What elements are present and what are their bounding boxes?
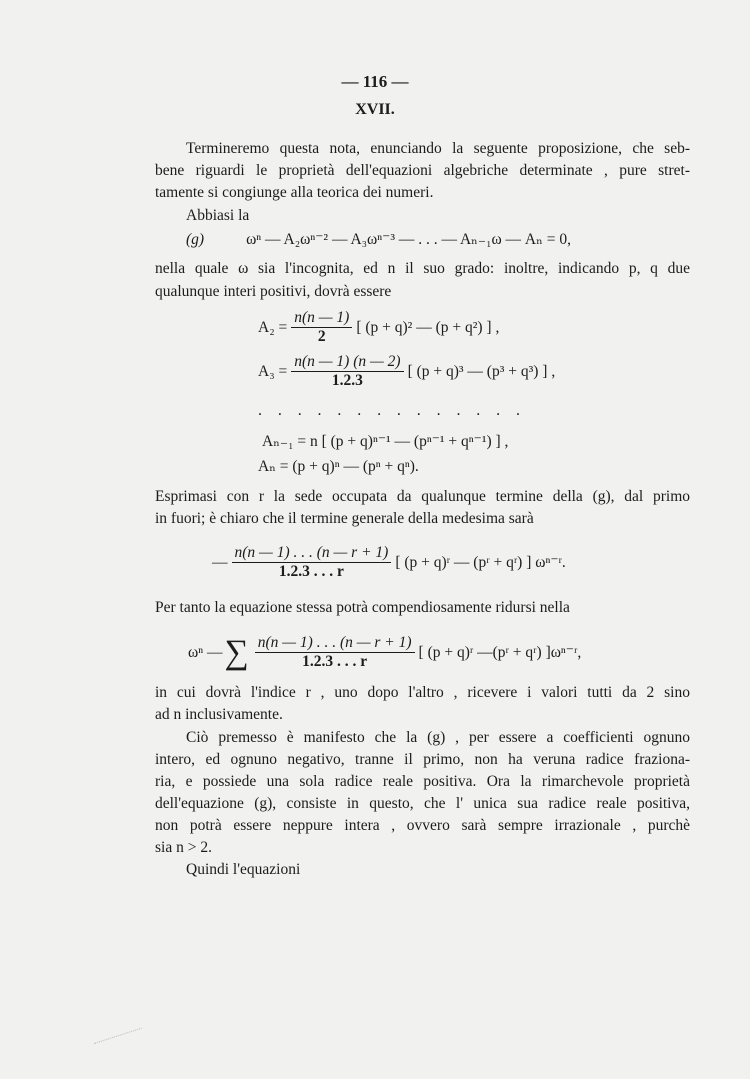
equation-a2 bbox=[258, 309, 499, 346]
equation-lhs: A₃ = bbox=[258, 362, 288, 380]
equation-an: Aₙ = (p + q)ⁿ — (pⁿ + qⁿ). bbox=[258, 458, 419, 475]
paragraph-line: in cui dovrà l'indice r , uno dopo l'altro , ricevere i valori tutti da 2 sino bbox=[155, 684, 690, 701]
paragraph-line: qualunque interi positivi, dovrà essere bbox=[155, 283, 392, 300]
dot: . bbox=[496, 402, 501, 419]
equation-rhs: [ (p + q)ʳ — (pʳ + qʳ) ] ωⁿ⁻ʳ. bbox=[395, 554, 566, 571]
dot: . bbox=[456, 402, 461, 419]
paragraph-line: intero, ed ognuno negativo, tranne il primo, non ha veruna radice fraziona- bbox=[155, 751, 690, 768]
paragraph-line: Abbiasi la bbox=[186, 207, 250, 224]
equation-g bbox=[186, 230, 571, 249]
sigma-symbol: ∑ bbox=[224, 633, 249, 671]
equation-an-1: Aₙ₋₁ = n [ (p + q)ⁿ⁻¹ — (pⁿ⁻¹ + qⁿ⁻¹) ] , bbox=[262, 433, 509, 450]
dot: . bbox=[317, 402, 322, 419]
paragraph-line: Ciò premesso è manifesto che la (g) , per essere a coefficienti ognuno bbox=[186, 729, 690, 746]
paragraph-line: dell'equazione (g), consiste in questo, che l' unica sua radice reale positiva, bbox=[155, 795, 690, 812]
paragraph-line: tamente si congiunge alla teorica dei numeri. bbox=[155, 184, 434, 201]
dot: . bbox=[377, 402, 382, 419]
equation-rhs: [ (p + q)ʳ —(pʳ + qʳ) ]ωⁿ⁻ʳ, bbox=[418, 644, 582, 661]
denominator: 2 bbox=[317, 328, 326, 345]
numerator: n(n — 1) (n — 2) bbox=[291, 353, 403, 372]
dot: . bbox=[436, 402, 441, 419]
dot: . bbox=[396, 402, 401, 419]
ellipsis-row bbox=[258, 402, 520, 420]
denominator: 1.2.3 . . . r bbox=[278, 563, 344, 580]
fraction bbox=[291, 353, 403, 390]
dot: . bbox=[476, 402, 481, 419]
page-number: — 116 — bbox=[341, 72, 409, 91]
dot: . bbox=[258, 402, 262, 419]
scan-mark bbox=[94, 1028, 146, 1058]
fraction bbox=[255, 634, 415, 671]
fraction bbox=[232, 544, 392, 581]
numerator: n(n — 1) . . . (n — r + 1) bbox=[232, 544, 392, 563]
equation-lhs: ωⁿ — bbox=[188, 643, 223, 661]
equation-general-term bbox=[212, 544, 566, 581]
fraction bbox=[291, 309, 352, 346]
dot: . bbox=[277, 402, 282, 419]
paragraph-line: Quindi l'equazioni bbox=[186, 861, 301, 878]
numerator: n(n — 1) bbox=[291, 309, 352, 328]
paragraph-line: in fuori; è chiaro che il termine generale della medesima sarà bbox=[155, 510, 534, 527]
dot: . bbox=[357, 402, 362, 419]
paragraph-line: nella quale ω sia l'incognita, ed n il suo grado: inoltre, indicando p, q due bbox=[155, 260, 690, 277]
equation-rhs: [ (p + q)³ — (p³ + q³) ] , bbox=[407, 362, 556, 380]
paragraph-line: bene riguardi le proprietà dell'equazioni algebriche determinate , pure stret- bbox=[155, 162, 690, 179]
denominator: 1.2.3 bbox=[331, 372, 363, 389]
paragraph-line: Per tanto la equazione stessa potrà compendiosamente ridursi nella bbox=[155, 599, 570, 616]
equation-lhs: A₂ = bbox=[258, 318, 288, 336]
dot: . bbox=[337, 402, 342, 419]
equation-rhs: [ (p + q)² — (p + q²) ] , bbox=[356, 318, 500, 336]
equation-body: ωⁿ — A₂ωⁿ⁻² — A₃ωⁿ⁻³ — . . . — Aₙ₋₁ω — Aₙ = 0, bbox=[246, 231, 571, 248]
paragraph-line: Termineremo questa nota, enunciando la seguente proposizione, che seb- bbox=[186, 140, 690, 157]
paragraph-line: sia n > 2. bbox=[155, 839, 212, 856]
dot: . bbox=[416, 402, 421, 419]
paragraph-line: non potrà essere neppure intera , ovvero sarà sempre irrazionale , purchè bbox=[155, 817, 690, 834]
paragraph-line: ria, e possiede una sola radice reale positiva. Ora la rimarchevole proprietà bbox=[155, 773, 690, 790]
section-heading: XVII. bbox=[355, 101, 395, 118]
paragraph-line: Esprimasi con r la sede occupata da qualunque termine della (g), dal primo bbox=[155, 488, 690, 505]
dot: . bbox=[515, 402, 520, 419]
dot: . bbox=[297, 402, 302, 419]
minus-sign: — bbox=[212, 553, 228, 571]
numerator: n(n — 1) . . . (n — r + 1) bbox=[255, 634, 415, 653]
equation-sum bbox=[188, 634, 581, 671]
equation-a3 bbox=[258, 353, 555, 390]
denominator: 1.2.3 . . . r bbox=[302, 653, 368, 670]
equation-label: (g) bbox=[186, 230, 205, 248]
paragraph-line: ad n inclusivamente. bbox=[155, 706, 283, 723]
